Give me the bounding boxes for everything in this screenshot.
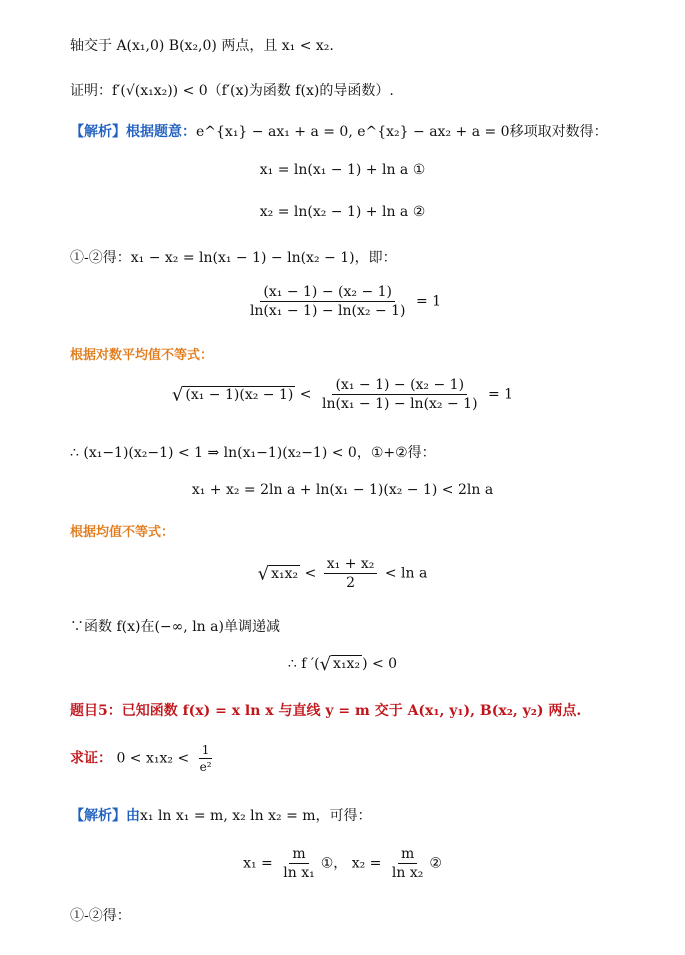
equation-2: x₂ = ln(x₂ − 1) + ln a ② — [259, 204, 426, 220]
sqrt-content: x₁x₂ — [271, 565, 299, 582]
fraction-equation — [0, 284, 685, 319]
mean-numerator: x₁ + x₂ — [324, 556, 378, 574]
analysis2-line — [70, 805, 670, 825]
inequality-denominator: ln(x₁ − 1) − ln(x₂ − 1) — [321, 396, 478, 412]
analysis2-rest: x₁ ln x₁ = m, x₂ ln x₂ = m，可得： — [140, 808, 372, 824]
x1-lhs: x₁ = — [243, 855, 273, 872]
therefore2-suffix: ) < 0 — [362, 656, 398, 672]
x1-denominator: ln x₁ — [283, 865, 315, 881]
fraction-numerator: (x₁ − 1) − (x₂ − 1) — [260, 284, 395, 302]
x1-mark: ①， — [320, 855, 348, 872]
x2-lhs: x₂ = — [351, 855, 382, 872]
x2-mark: ② — [429, 855, 442, 872]
mean-denominator: 2 — [346, 575, 356, 591]
prove2-label: 求证： — [70, 750, 112, 767]
analysis1-label: 【解析】根据题意： — [70, 124, 196, 140]
inequality-fraction — [319, 377, 481, 412]
equation-1: x₁ = ln(x₁ − 1) + ln a ① — [259, 162, 426, 178]
therefore2-prefix: ∴ f ′( — [287, 656, 320, 672]
x2-fraction — [389, 846, 426, 881]
heading-log-mean: 根据对数平均值不等式： — [70, 348, 214, 363]
subtract-line: ①-②得：x₁ − x₂ = ln(x₁ − 1) − ln(x₂ − 1)，即： — [70, 250, 397, 266]
x2-denominator: ln x₂ — [391, 865, 424, 881]
prove2-expr: 0 < x₁x₂ < — [116, 750, 190, 767]
x-equations — [0, 846, 685, 881]
fraction-denominator: ln(x₁ − 1) − ln(x₂ − 1) — [249, 303, 406, 319]
sqrt-content: (x₁ − 1)(x₂ − 1) — [185, 386, 294, 403]
heading-mean: 根据均值不等式： — [70, 525, 175, 540]
intro-line: 轴交于 A(x₁,0) B(x₂,0) 两点，且 x₁ < x₂. — [70, 38, 334, 54]
inequality-sign: < — [299, 386, 312, 403]
therefore-line-2 — [0, 654, 685, 675]
inequality-numerator: (x₁ − 1) − (x₂ − 1) — [332, 377, 467, 395]
sqrt-icon: √ — [257, 563, 270, 585]
sum-equation: x₁ + x₂ = 2ln a + ln(x₁ − 1)(x₂ − 1) < 2ln a — [191, 482, 494, 498]
mean-lt: < — [304, 565, 317, 582]
because-line: ∵函数 f(x)在(−∞, ln a)单调递减 — [70, 619, 280, 635]
inequality-rhs: = 1 — [488, 386, 514, 403]
log-mean-inequality — [0, 377, 685, 412]
prove2-fraction — [197, 743, 215, 774]
analysis1-line — [70, 121, 670, 141]
prove2-numerator: 1 — [199, 743, 213, 759]
final-line: ①-②得： — [70, 908, 131, 924]
fraction — [247, 284, 409, 319]
prove2-denominator: e² — [199, 760, 212, 774]
x1-numerator: m — [289, 846, 308, 864]
problem-5-title: 题目5：已知函数 f(x) = x ln x 与直线 y = m 交于 A(x₁, y₁), B(x₂, y₂) 两点. — [70, 703, 582, 719]
mean-fraction — [324, 556, 378, 591]
x1-fraction — [280, 846, 317, 881]
prove2-line — [70, 743, 670, 774]
prove-line: 证明：f′(√(x₁x₂)) < 0（f′(x)为函数 f(x)的导函数）. — [70, 83, 394, 99]
x2-numerator: m — [398, 846, 417, 864]
fraction-rhs: = 1 — [415, 293, 442, 310]
analysis2-label: 【解析】由 — [70, 808, 140, 824]
therefore-line-1: ∴ (x₁−1)(x₂−1) < 1 ⇒ ln(x₁−1)(x₂−1) < 0，①+②得： — [70, 445, 436, 461]
mean-inequality — [0, 556, 685, 591]
sqrt-icon: √ — [171, 384, 184, 406]
sqrt-icon: √ — [319, 654, 332, 675]
sqrt-content: x₁x₂ — [333, 656, 361, 672]
analysis1-rest: e^{x₁} − ax₁ + a = 0, e^{x₂} − ax₂ + a = 0移项取对数得： — [196, 124, 608, 140]
mean-rhs: < ln a — [384, 565, 428, 582]
